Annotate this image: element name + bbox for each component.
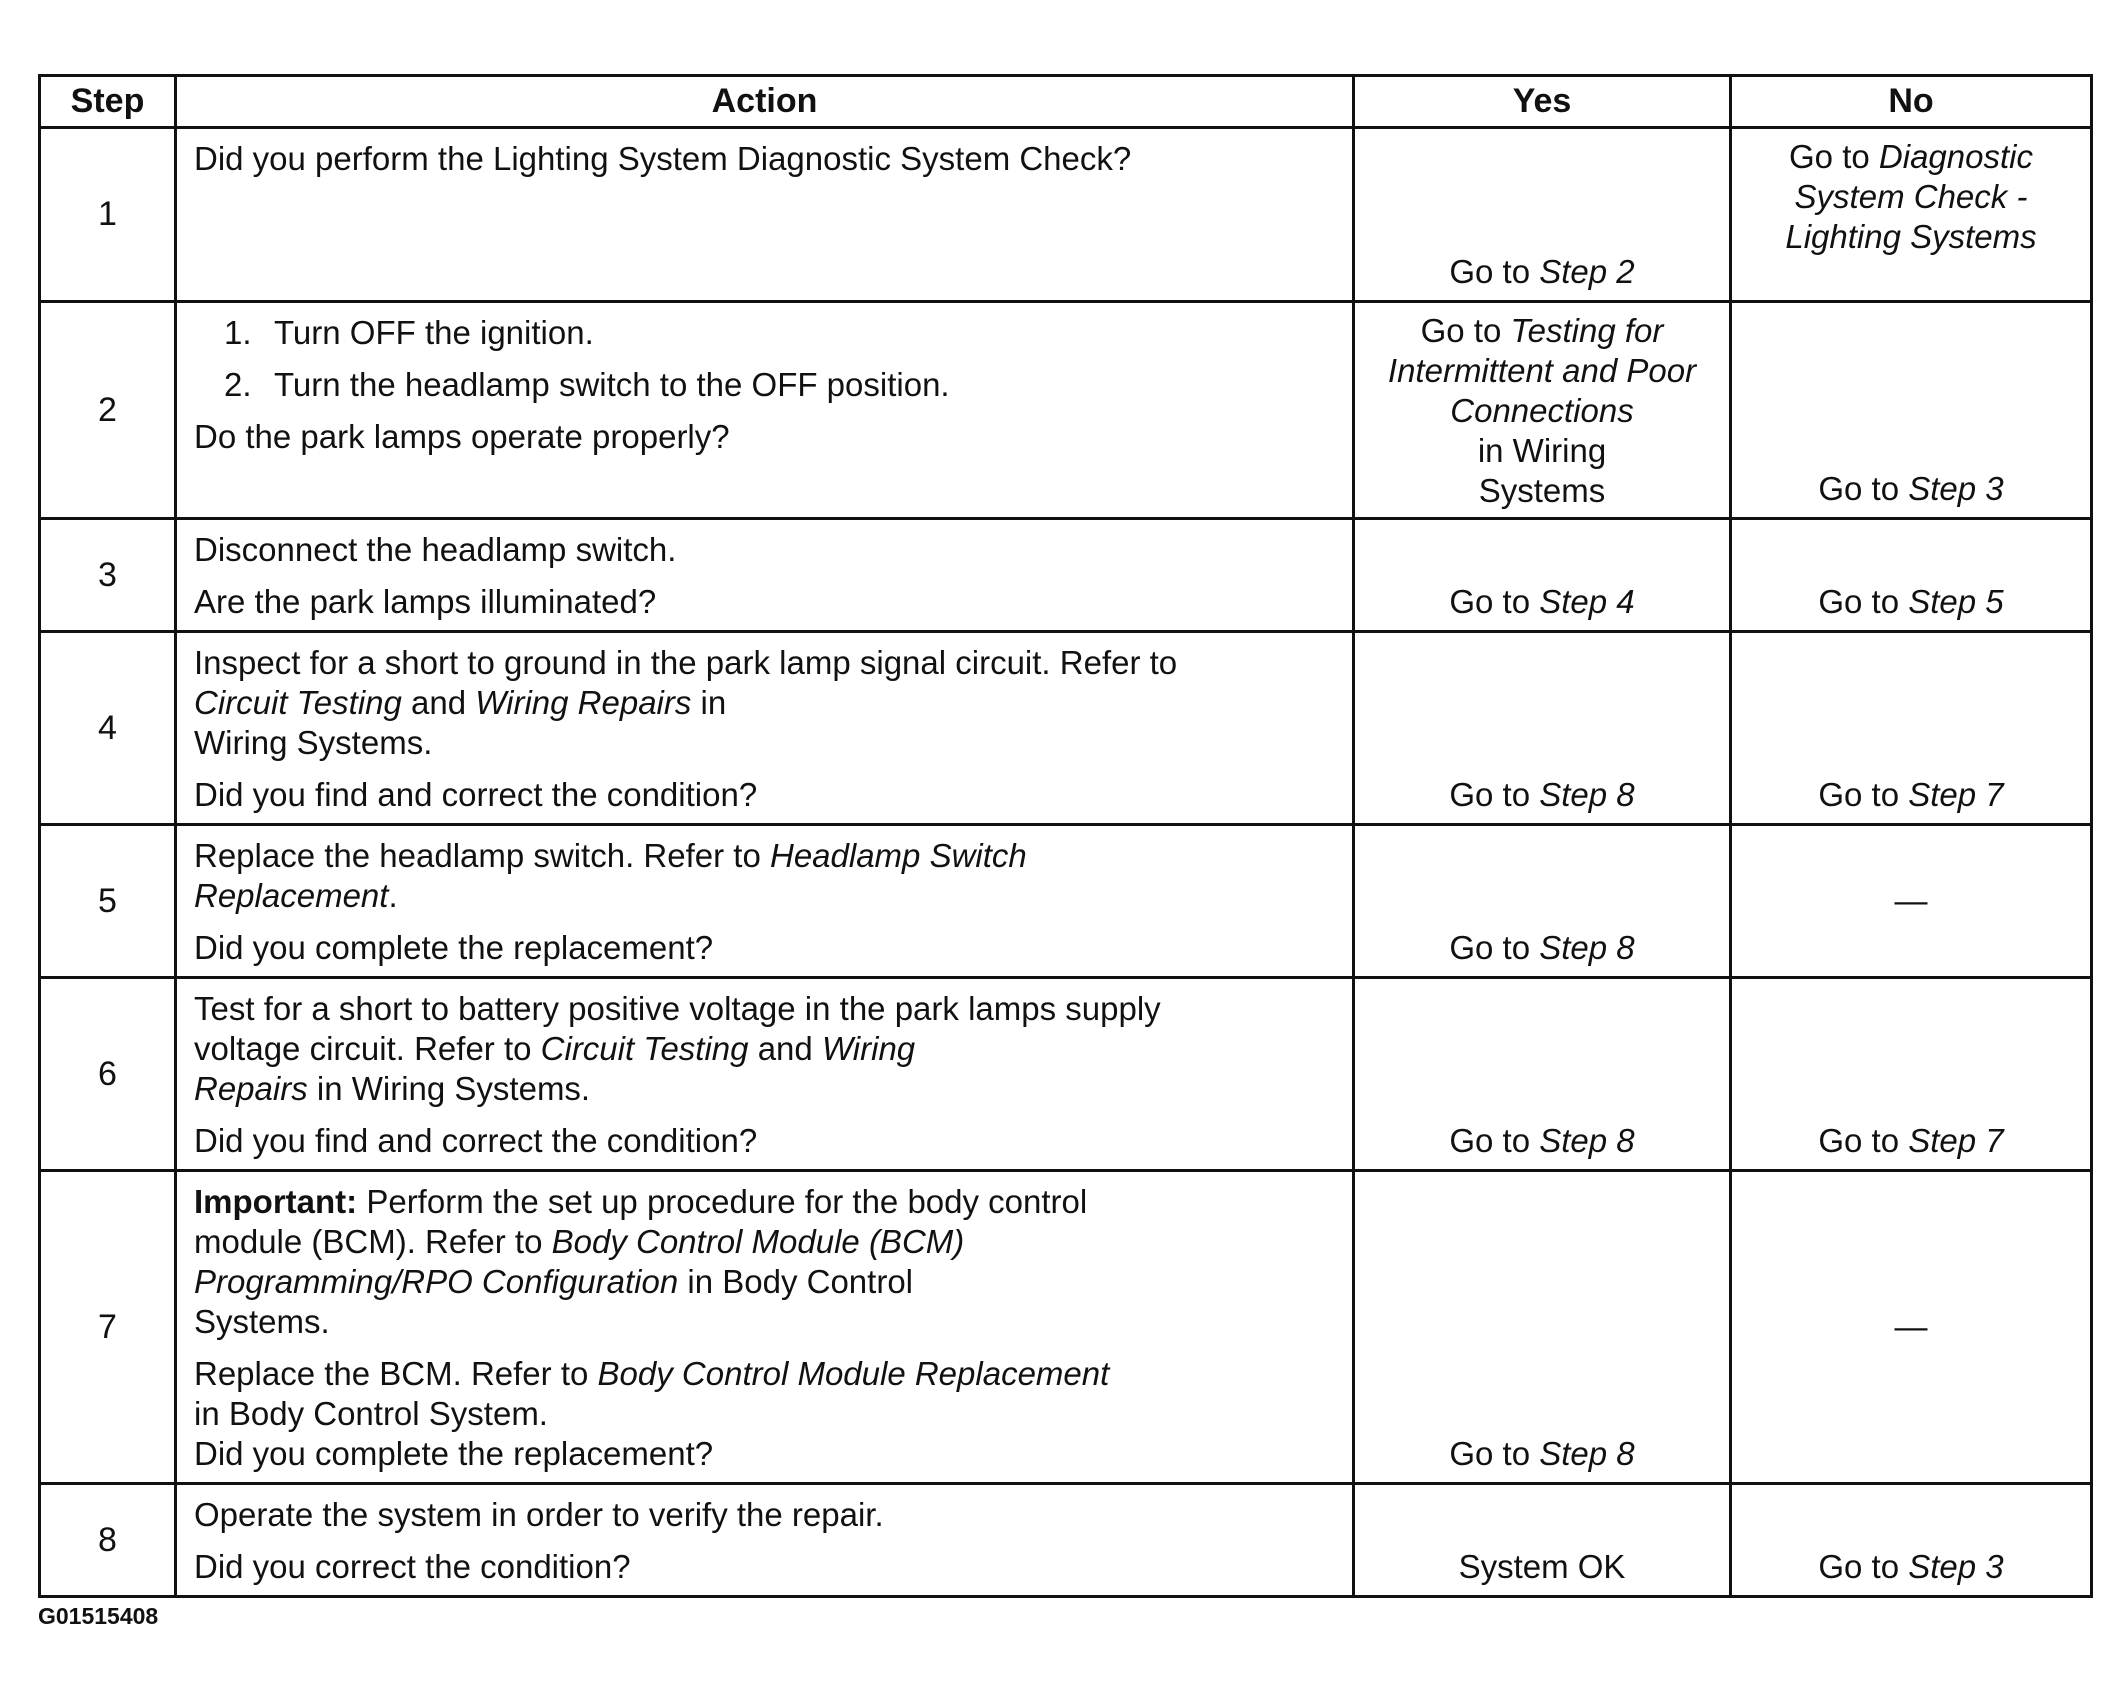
action-cell bbox=[176, 632, 1354, 825]
reference-link-text: Step 3 bbox=[1908, 1548, 2004, 1585]
reference-link-text: Intermittent and Poor bbox=[1387, 352, 1697, 389]
text-run: Perform the set up procedure for the body control bbox=[357, 1183, 1088, 1220]
text-run: Did you perform the Lighting System Diagnostic System Check? bbox=[194, 140, 1132, 177]
table-body bbox=[40, 128, 2092, 1597]
action-paragraph bbox=[194, 989, 1336, 1109]
yes-outcome-text bbox=[1355, 1434, 1729, 1474]
emphasis-label: Important: bbox=[194, 1183, 358, 1220]
text-run: Inspect for a short to ground in the park lamp signal circuit. Refer to bbox=[194, 644, 1178, 681]
text-run: Did you correct the condition? bbox=[194, 1548, 631, 1585]
no-outcome-text bbox=[1732, 582, 2090, 622]
step-number: 4 bbox=[40, 632, 176, 825]
text-run: Wiring Systems. bbox=[194, 724, 433, 761]
text-run: Go to bbox=[1818, 776, 1909, 813]
action-paragraph bbox=[194, 139, 1336, 179]
yes-outcome-text bbox=[1355, 252, 1729, 292]
action-cell bbox=[176, 978, 1354, 1171]
action-paragraph bbox=[194, 1354, 1336, 1474]
yes-outcome-cell bbox=[1354, 632, 1731, 825]
reference-link-text: Headlamp Switch bbox=[769, 837, 1027, 874]
reference-link-text: Step 8 bbox=[1539, 1435, 1635, 1472]
action-paragraph bbox=[194, 1547, 1336, 1587]
action-paragraph bbox=[194, 643, 1336, 763]
text-run: Did you find and correct the condition? bbox=[194, 1122, 758, 1159]
no-outcome-text bbox=[1732, 775, 2090, 815]
action-cell bbox=[176, 519, 1354, 632]
text-run: Did you complete the replacement? bbox=[194, 1435, 714, 1472]
text-run: Go to bbox=[1818, 583, 1909, 620]
yes-outcome-cell bbox=[1354, 1484, 1731, 1597]
text-run: Are the park lamps illuminated? bbox=[194, 583, 657, 620]
action-paragraph bbox=[194, 582, 1336, 622]
reference-link-text: Step 7 bbox=[1908, 776, 2004, 813]
diagnostic-table bbox=[38, 74, 2093, 1598]
no-outcome-text bbox=[1732, 881, 2090, 921]
text-run: Go to bbox=[1449, 253, 1540, 290]
action-paragraph bbox=[194, 530, 1336, 570]
no-outcome-cell bbox=[1731, 1484, 2092, 1597]
reference-link-text: Connections bbox=[1450, 392, 1634, 429]
no-outcome-cell bbox=[1731, 1171, 2092, 1484]
action-cell bbox=[176, 128, 1354, 302]
figure-id: G01515408 bbox=[38, 1603, 159, 1629]
text-run: Do the park lamps operate properly? bbox=[194, 418, 730, 455]
action-paragraph bbox=[194, 1121, 1336, 1161]
text-run: Go to bbox=[1449, 583, 1540, 620]
reference-link-text: Body Control Module Replacement bbox=[597, 1355, 1110, 1392]
reference-link-text: Repairs bbox=[194, 1070, 308, 1107]
action-paragraph bbox=[194, 417, 1336, 457]
table-row bbox=[40, 632, 2092, 825]
reference-link-text: Lighting Systems bbox=[1785, 218, 2037, 255]
reference-link-text: Diagnostic bbox=[1878, 138, 2033, 175]
yes-outcome-text bbox=[1355, 582, 1729, 622]
yes-outcome-text bbox=[1365, 311, 1719, 511]
text-run: in Wiring Systems. bbox=[307, 1070, 591, 1107]
step-number: 1 bbox=[40, 128, 176, 302]
table-row bbox=[40, 302, 2092, 519]
no-outcome-text bbox=[1732, 1547, 2090, 1587]
no-outcome-cell bbox=[1731, 632, 2092, 825]
text-run: Go to bbox=[1449, 1435, 1540, 1472]
table-row bbox=[40, 1171, 2092, 1484]
text-run: — bbox=[1894, 1308, 1928, 1345]
reference-link-text: Body Control Module (BCM) bbox=[551, 1223, 965, 1260]
text-run: Go to bbox=[1789, 138, 1879, 175]
text-run: Did you complete the replacement? bbox=[194, 929, 714, 966]
step-number: 6 bbox=[40, 978, 176, 1171]
text-run: Go to bbox=[1449, 929, 1540, 966]
text-run: Disconnect the headlamp switch. bbox=[194, 531, 677, 568]
no-outcome-text bbox=[1732, 1121, 2090, 1161]
text-run: Did you find and correct the condition? bbox=[194, 776, 758, 813]
text-run: Replace the BCM. Refer to bbox=[194, 1355, 598, 1392]
no-outcome-text bbox=[1732, 469, 2090, 509]
step-number: 8 bbox=[40, 1484, 176, 1597]
no-outcome-cell bbox=[1731, 978, 2092, 1171]
table-row bbox=[40, 519, 2092, 632]
text-run: Test for a short to battery positive voltage in the park lamps supply bbox=[194, 990, 1161, 1027]
text-run: voltage circuit. Refer to bbox=[194, 1030, 541, 1067]
yes-outcome-cell bbox=[1354, 1171, 1731, 1484]
text-run: Go to bbox=[1818, 1548, 1909, 1585]
no-outcome-cell bbox=[1731, 825, 2092, 978]
step-number: 2 bbox=[40, 302, 176, 519]
reference-link-text: Step 2 bbox=[1539, 253, 1635, 290]
yes-outcome-text bbox=[1355, 775, 1729, 815]
header-no: No bbox=[1731, 76, 2092, 128]
yes-outcome-cell bbox=[1354, 978, 1731, 1171]
yes-outcome-cell bbox=[1354, 128, 1731, 302]
text-run: in Body Control System. bbox=[194, 1395, 548, 1432]
action-cell bbox=[176, 1171, 1354, 1484]
reference-link-text: Replacement bbox=[194, 877, 389, 914]
header-row bbox=[40, 76, 2092, 128]
reference-link-text: Circuit Testing bbox=[194, 684, 402, 721]
yes-outcome-cell bbox=[1354, 519, 1731, 632]
no-outcome-cell bbox=[1731, 519, 2092, 632]
table-row bbox=[40, 978, 2092, 1171]
reference-link-text: Step 7 bbox=[1908, 1122, 2004, 1159]
text-run: — bbox=[1894, 882, 1928, 919]
text-run: in Wiring bbox=[1477, 432, 1607, 469]
text-run: and bbox=[748, 1030, 822, 1067]
text-run: and bbox=[401, 684, 476, 721]
table-row bbox=[40, 128, 2092, 302]
text-run: Turn the headlamp switch to the OFF position. bbox=[274, 366, 950, 403]
text-run: Systems. bbox=[194, 1303, 330, 1340]
list-number: 1. bbox=[224, 314, 252, 351]
text-run: Replace the headlamp switch. Refer to bbox=[194, 837, 770, 874]
reference-link-text: Programming/RPO Configuration bbox=[194, 1263, 679, 1300]
text-run: . bbox=[388, 877, 398, 914]
step-number: 7 bbox=[40, 1171, 176, 1484]
header-action: Action bbox=[176, 76, 1354, 128]
reference-link-text: Wiring bbox=[821, 1030, 916, 1067]
text-run: Go to bbox=[1420, 312, 1511, 349]
reference-link-text: Step 8 bbox=[1539, 929, 1635, 966]
action-paragraph bbox=[194, 836, 1336, 916]
action-cell bbox=[176, 825, 1354, 978]
text-run: Go to bbox=[1449, 1122, 1540, 1159]
header-step: Step bbox=[40, 76, 176, 128]
action-list-item bbox=[224, 365, 1336, 405]
action-paragraph bbox=[194, 1495, 1336, 1535]
table-row bbox=[40, 825, 2092, 978]
yes-outcome-cell bbox=[1354, 825, 1731, 978]
header-yes: Yes bbox=[1354, 76, 1731, 128]
step-number: 3 bbox=[40, 519, 176, 632]
step-number: 5 bbox=[40, 825, 176, 978]
list-number: 2. bbox=[224, 366, 252, 403]
no-outcome-text bbox=[1732, 1307, 2090, 1347]
action-paragraph bbox=[194, 775, 1336, 815]
reference-link-text: Step 8 bbox=[1539, 776, 1635, 813]
reference-link-text: System Check - bbox=[1794, 178, 2028, 215]
reference-link-text: Step 5 bbox=[1908, 583, 2004, 620]
yes-outcome-text bbox=[1355, 1547, 1729, 1587]
table-row bbox=[40, 1484, 2092, 1597]
no-outcome-text bbox=[1742, 137, 2080, 257]
action-paragraph bbox=[194, 1182, 1336, 1342]
reference-link-text: Wiring Repairs bbox=[475, 684, 692, 721]
yes-outcome-text bbox=[1355, 1121, 1729, 1161]
action-list-item bbox=[224, 313, 1336, 353]
text-run: System OK bbox=[1458, 1548, 1626, 1585]
action-cell bbox=[176, 302, 1354, 519]
text-run: in Body Control bbox=[678, 1263, 914, 1300]
text-run: Go to bbox=[1818, 470, 1909, 507]
reference-link-text: Step 4 bbox=[1539, 583, 1635, 620]
text-run: Operate the system in order to verify the repair. bbox=[194, 1496, 884, 1533]
action-cell bbox=[176, 1484, 1354, 1597]
text-run: Turn OFF the ignition. bbox=[274, 314, 594, 351]
yes-outcome-cell bbox=[1354, 302, 1731, 519]
reference-link-text: Testing for bbox=[1510, 312, 1664, 349]
action-paragraph bbox=[194, 928, 1336, 968]
text-run: Go to bbox=[1818, 1122, 1909, 1159]
text-run: in bbox=[691, 684, 727, 721]
reference-link-text: Step 3 bbox=[1908, 470, 2004, 507]
text-run: Go to bbox=[1449, 776, 1540, 813]
yes-outcome-text bbox=[1355, 928, 1729, 968]
text-run: Systems bbox=[1478, 472, 1606, 509]
reference-link-text: Step 8 bbox=[1539, 1122, 1635, 1159]
text-run: module (BCM). Refer to bbox=[194, 1223, 552, 1260]
reference-link-text: Circuit Testing bbox=[540, 1030, 749, 1067]
no-outcome-cell bbox=[1731, 302, 2092, 519]
no-outcome-cell bbox=[1731, 128, 2092, 302]
